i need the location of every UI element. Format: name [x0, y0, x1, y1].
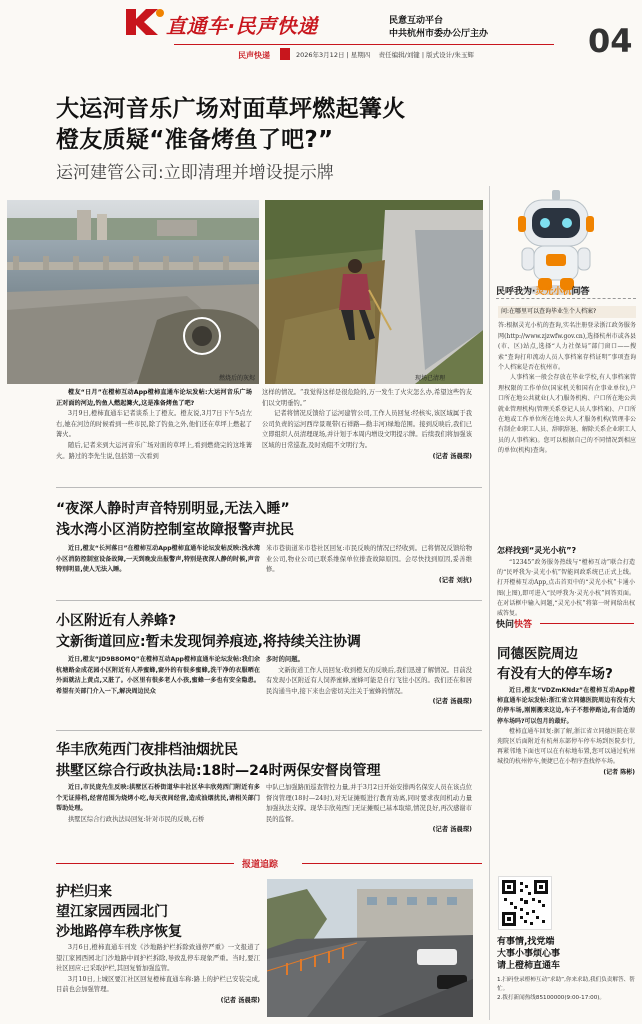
story4-reply: 中队已加强路面巡查管控力量,并于3月2日开始安排两名保安人员在该点位督岗管理(18时—24时),对无证摊贩进行教育劝离,同时要求夜间机动力量加强执法支撑。现华丰欣苑西门无证摊贩已基本取缔,情况良好,再次感谢市民的监督。 — [266, 784, 472, 823]
contact-tip-2: 2.拨打新闻热线85100000(9:00-17:00)。 — [497, 995, 606, 1001]
platform-line-2: 中共杭州市委办公厅主办 — [389, 29, 489, 39]
separator-2 — [56, 600, 482, 601]
followup-label-bar — [56, 858, 482, 868]
followup-headline-2: 望江家园西园北门 — [56, 904, 168, 920]
followup-text — [56, 943, 260, 1007]
lead-col-1 — [56, 388, 252, 462]
followup-byline: (记者 汤晨琛) — [220, 996, 260, 1004]
story3-col2-top: 多时的问题。 — [266, 656, 304, 663]
story4-complaint: 近日,市民庞先生反映:拱墅区石桥街道华丰社区华丰欣苑西门附近有多个无证排档,经营范围为烧烤小吃,每天夜间经营,造成油烟扰民,请相关部门帮助处理。 — [56, 784, 260, 813]
story3-col-1: 近日,橙友“JD9B8OMQ”在橙柿互动App橙柿直通车论坛发帖:我们余杭塘路金成花园小区附近有人养蜜蜂,窗外的有很多蜜蜂,洗干净的衣服晒在外面就沾上黄点,又脏了。小区里有很多老人小孩,蜜蜂一多也有安全隐患。希望有关部门介入一下,解决周边民众 — [56, 656, 260, 695]
lead-photo-ashes — [7, 200, 259, 384]
followup-p1: 3月6日,橙柿直通车刊发《沙地路护栏拆除致通停严重》一文报道了望江家园西园北门沙地路中间护栏拆除,导致乱停车现象严重。当时,要江社区回应:已采取护栏,其回复暂加强监管。 — [56, 944, 260, 973]
lead-col2-p2: 记者将情况反馈给了运河建管公司,工作人员回复:经核实,该区域属于我公司负责的运河西岸景观带(石祥路—勤丰河)绿地范围。接到反映后,我们已立即组织人员清理现场,并计划于本周内增设文明提示牌。后续我们将加强该区域的日常巡查,及时劝阻不文明行为。 — [262, 410, 472, 449]
lead-col-2 — [262, 388, 472, 462]
quick-answer: 橙柿直通车回复:据了解,浙江省立同德医院在翠苑院区后面附近有杭州东部停车停车场到医院步行,再紧邻地下面也可以在有标地布置,您可以通过杭州城投的杭州停车,便捷已在小程序查找停车场。 — [497, 727, 635, 766]
contact-line-3: 请上橙柿直通车 — [497, 961, 561, 971]
contact-tip-1: 1.扫码登录橙柿互动“求助”,你来求助,我们负责解答、帮忙。 — [497, 977, 635, 992]
lead-intro: 橙友“日月”在橙柿互动App橙柿直通车论坛发帖:大运河音乐广场正对面的河边,钓鱼人燃起篝火,这是准备烤鱼了吧? — [56, 389, 252, 407]
story3-headline-2: 文新街道回应:暂未发现饲养痕迹,将持续关注协调 — [56, 634, 361, 650]
quick-section-label: 快问快答 — [496, 620, 533, 630]
lead-photo-ashes-caption: 燃烧后的灰烬 — [218, 375, 255, 382]
brand-title: 直通车·民声快递 — [166, 14, 318, 38]
robot-qa — [498, 306, 636, 457]
followup-headline-3: 沙地路停车秩序恢复 — [56, 924, 182, 940]
story4-headline-2: 拱墅区综合行政执法局:18时—24时两保安督岗管理 — [56, 763, 381, 779]
followup-photo — [267, 879, 473, 1017]
issue-design: 版式设计/朱玉辉 — [426, 51, 474, 59]
lead-byline: (记者 汤晨琛) — [432, 452, 472, 460]
separator-1 — [56, 487, 482, 488]
story3-reply: 文新街道工作人员回复:收到橙友的反映后,我们迅速了解情况。目前没有发现小区附近有人饲养蜜蜂,蜜蜂可能是自行飞往小区的。我们还在和居民沟通当中,接下来也会密切关注关于蜜蜂的情况。 — [266, 666, 472, 695]
masthead-rule — [174, 44, 554, 45]
story4-headline-1: 华丰欣苑西门夜排档油烟扰民 — [56, 742, 238, 758]
lead-p2: 3月9日,橙柿直通车记者谈系上了橙友。橙友说,3月7日下午5点左右,她在河边的时候看到一些市民,除了钓鱼之外,他们还在草坪上燃起了篝火。 — [56, 410, 252, 439]
story3-headline-1: 小区附近有人养蜂? — [56, 613, 177, 629]
quick-byline: (记者 陈彬) — [603, 768, 635, 776]
story2-headline-1: “夜深人静时声音特别明显,无法入睡” — [56, 501, 290, 517]
page-number: 04 — [588, 22, 633, 60]
separator-3 — [56, 730, 482, 731]
quick-question: 近日,橙友“VDZmKNdz”在橙柿互动App橙柿直通车论坛发帖:浙江省立同德医院周边有没有大的停车场,刚刚搬来这边,车子不想停路边,有合适的停车场吗?可以包月的最好。 — [497, 687, 635, 725]
followup-headline-1: 护栏归来 — [56, 884, 112, 900]
story2-col-2 — [266, 544, 472, 586]
quick-headline-1: 同德医院周边 — [497, 646, 578, 662]
story2-reply: 米市巷街道米市巷社区回复:市民反映的情况已经收到。已将情况反馈给物业公司,物业公司已联系维保单位排查故障原因。会尽快找到原因,妥善维修。 — [266, 545, 472, 574]
story4-byline: (记者 汤晨琛) — [432, 826, 472, 834]
story2-col-1: 近日,橙友“长河落日”在橙柿互动App橙柿直通车论坛发帖反映:浅水湾小区消防控制室设备故障,一天到晚发出报警声,特别是夜深人静的时候,声音特别明显,使人无法入睡。 — [56, 545, 260, 574]
robot-question: 问:在哪里可以查询毕业生个人档案? — [498, 306, 636, 318]
contact-line-2: 大事小事烦心事 — [497, 949, 561, 959]
story3-byline: (记者 汤晨琛) — [432, 698, 472, 706]
story2-headline-2: 浅水湾小区消防控制室故障报警声扰民 — [56, 522, 294, 538]
lead-headline-2: 橙友质疑“准备烤鱼了吧?” — [56, 127, 334, 153]
issue-info: 2026年3月12日 | 星期四 责任编辑/刘键 | 版式设计/朱玉辉 — [296, 51, 474, 59]
followup-section-label: 报道追踪 — [242, 860, 279, 870]
quick-text — [497, 686, 635, 778]
masthead — [0, 0, 642, 70]
qr-code-icon[interactable] — [498, 876, 552, 930]
robot-how-text: “12345”政务服务热线与“橙柿互动”联合打造的“民呼我为·灵光小杭”智能问政系统已正式上线。打开橙柿互动App,点击首页中的“灵光小杭”卡通小图(上图),即可进入“民呼我为·灵光小杭”问答页面。在对话框中输入问题,“灵光小杭”将第一时间给出权威答复。 — [497, 559, 635, 618]
story3-col-2 — [266, 655, 472, 708]
issue-editor: 责任编辑/刘键 — [378, 51, 420, 59]
lead-photo-cleanup — [265, 200, 483, 384]
story2-byline: (记者 刘抗) — [438, 576, 472, 584]
lead-col2-p1: 这样的情况。“我觉得这样是很危险的,万一发生了火灾怎么办,希望这些钓友们以文明垂钓。” — [262, 389, 472, 407]
story4-reply-start: 拱墅区综合行政执法局回复:针对市民的反映,石桥 — [68, 815, 205, 823]
lead-subhead: 运河建管公司:立即清理并增设提示牌 — [56, 163, 334, 183]
issue-weekday: 星期四 — [350, 51, 371, 59]
contact-block — [497, 936, 637, 1003]
issue-date: 2026年3月12日 — [296, 51, 345, 59]
small-logo-icon — [280, 48, 290, 60]
followup-p2: 3月10日,上城区要江社区回复橙柿直通车称:路上的护栏已安装完成,目前也会加强管理。 — [56, 975, 260, 994]
robot-answer-2: 人事档案一般会存放在毕业学校,有人事档案管理权限的工作单位(国家机关和国有企事业单位),户口所在地公共就业(人才)服务机构、户口所在地公共就业管理机构(管理关系登记人员人事档案)、户口所在地或工作单位所在地公共人才服务机构(管理非公有制企业职工人员、辞职辞退、解除关系企业职工人员的人事档案)。您可以根据自己的不同情况到相应的单位(机构)查询。 — [498, 374, 637, 455]
lead-photo-cleanup-caption: 现场已清理 — [414, 375, 445, 382]
story4-col-2 — [266, 783, 472, 836]
robot-answer-1: 答:根据灵光小杭的查询,实名注册登录浙江政务服务网(http://www.zjzwfw.gov.cn),选择杭州市或各县(市、区)站点,选择“人力社保局”部门窗口——搜索“查询打印流动人员人事档案存档证明”事项查询个人档案是否在杭州市。 — [498, 322, 636, 372]
lead-headline-1: 大运河音乐广场对面草坪燃起篝火 — [56, 96, 406, 122]
robot-mascot — [498, 186, 614, 296]
sidebar-divider — [489, 186, 490, 1020]
logo-k-icon — [124, 7, 166, 37]
banner-small: 民声快递 — [238, 51, 270, 60]
contact-line-1: 有事情,找党端 — [497, 937, 555, 947]
platform-line-1: 民意互动平台 — [389, 16, 444, 26]
robot-divider — [496, 298, 636, 299]
robot-title: 民呼我为·灵光小杭问答 — [496, 287, 590, 297]
lead-p3: 随后,记者来到大运河音乐广场对面的草坪上,看到燃烧完的这堆篝火。路过的李先生说,包括第一次看到 — [56, 441, 252, 460]
quick-label-bar — [496, 617, 636, 631]
robot-how-title: 怎样找到“灵光小杭”? — [497, 546, 577, 555]
quick-headline-2: 有没有大的停车场? — [497, 666, 613, 682]
story4-col-1 — [56, 783, 260, 825]
